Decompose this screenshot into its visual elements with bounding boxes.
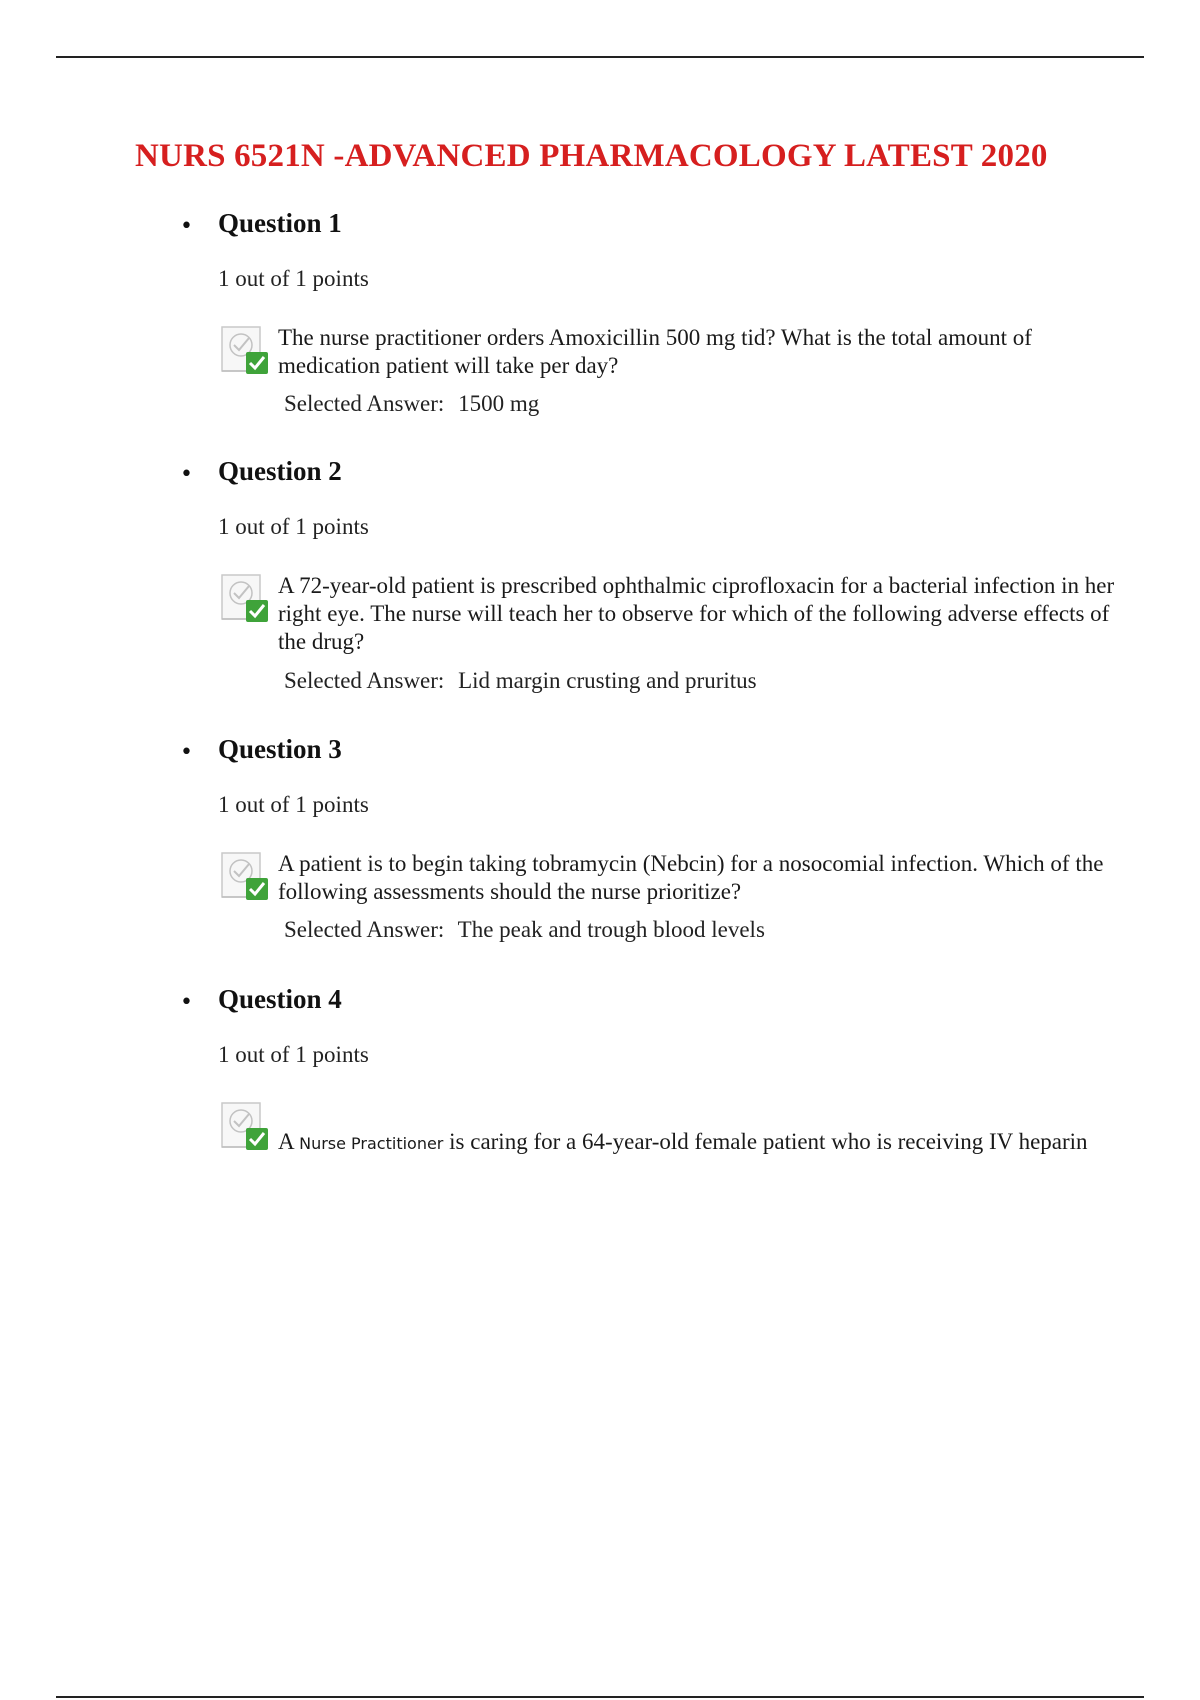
question-points: 1 out of 1 points <box>218 514 369 539</box>
correct-answer-check-icon <box>220 1100 272 1154</box>
page-title: NURS 6521N -ADVANCED PHARMACOLOGY LATEST 2020 <box>135 138 1048 174</box>
bullet-icon: • <box>180 990 193 1015</box>
selected-answer <box>284 668 757 694</box>
question-text: The nurse practitioner orders Amoxicillin 500 mg tid? What is the total amount of medication patient will take per day? <box>278 325 1032 378</box>
selected-answer-value: 1500 mg <box>458 391 540 416</box>
question-heading: Question 1 <box>218 208 342 238</box>
bullet-icon: • <box>180 740 193 765</box>
question-text: A patient is to begin taking tobramycin (Nebcin) for a nosocomial infection. Which of the following assessments should the nurse prioritize? <box>278 851 1104 904</box>
bottom-rule <box>56 1696 1144 1698</box>
bullet-icon: • <box>180 214 193 239</box>
question-text-small: Nurse Practitioner <box>299 1134 444 1153</box>
correct-answer-check-icon <box>220 324 272 378</box>
correct-answer-check-icon <box>220 850 272 904</box>
selected-answer-label: Selected Answer: <box>284 668 445 693</box>
question-heading: Question 3 <box>218 734 342 764</box>
correct-answer-check-icon <box>220 572 272 626</box>
question-heading: Question 2 <box>218 456 342 486</box>
question-text-end: is caring for a 64-year-old female patient who is receiving IV heparin <box>449 1129 1088 1154</box>
question-heading: Question 4 <box>218 984 342 1014</box>
selected-answer-value: The peak and trough blood levels <box>457 917 765 942</box>
selected-answer-value: Lid margin crusting and pruritus <box>458 668 757 693</box>
selected-answer-label: Selected Answer: <box>284 391 445 416</box>
top-rule <box>56 56 1144 58</box>
selected-answer <box>284 917 765 943</box>
question-text <box>278 1128 1138 1158</box>
question-points: 1 out of 1 points <box>218 792 369 817</box>
question-text-start: A <box>278 1129 294 1154</box>
question-text: A 72-year-old patient is prescribed ophthalmic ciprofloxacin for a bacterial infection in her right eye. The nurse will teach her to observe for which of the following adverse effects of the drug? <box>278 573 1115 654</box>
bullet-icon: • <box>180 462 193 487</box>
selected-answer <box>284 391 539 417</box>
question-points: 1 out of 1 points <box>218 1042 369 1067</box>
question-points: 1 out of 1 points <box>218 266 369 291</box>
selected-answer-label: Selected Answer: <box>284 917 445 942</box>
